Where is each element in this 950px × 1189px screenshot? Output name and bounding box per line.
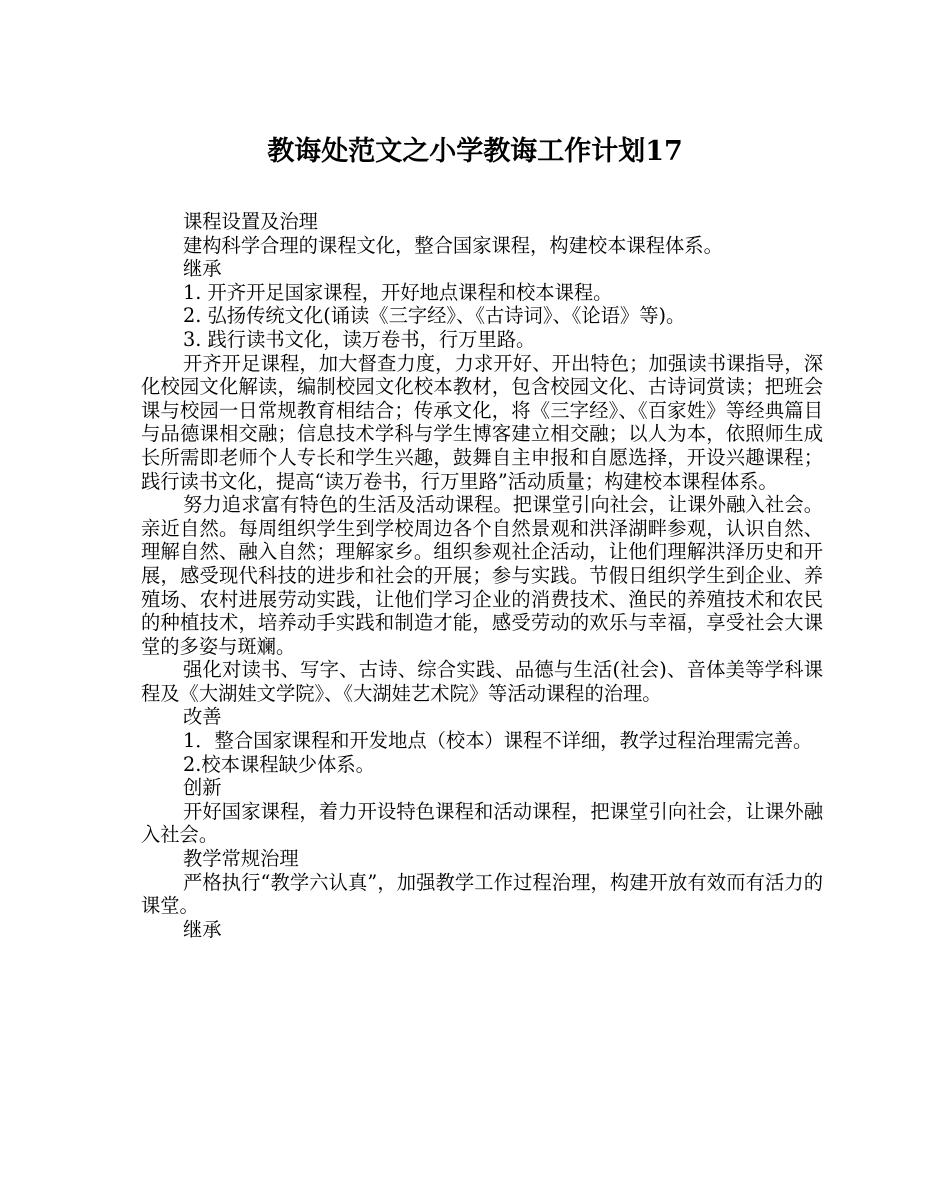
document-body bbox=[141, 210, 823, 941]
heading-innovate: 创新 bbox=[183, 776, 222, 800]
list-item: 1．整合国家课程和开发地点（校本）课程不详细，教学过程治理需完善。 bbox=[183, 729, 813, 753]
paragraph-activity-courses: 努力追求富有特色的生活及活动课程。把课堂引向社会，让课外融入社会。亲近自然。每周组织学生到学校周边各个自然景观和洪泽湖畔参观，认识自然、理解自然、融入自然；理解家乡。组织参观社企活动，让他们理解洪泽历史和开展，感受现代科技的进步和社会的开展；参与实践。节假日组织学生到企业、养殖场、农村进展劳动实践，让他们学习企业的消费技术、渔民的养殖技术和农民的种植技术，培养动手实践和制造才能，感受劳动的欢乐与幸福，享受社会大课堂的多姿与斑斓。 bbox=[141, 493, 823, 658]
list-item: 1. 开齐开足国家课程，开好地点课程和校本课程。 bbox=[183, 280, 613, 304]
paragraph-innovation: 开好国家课程，着力开设特色课程和活动课程，把课堂引向社会，让课外融入社会。 bbox=[141, 799, 823, 847]
heading-course-setup: 课程设置及治理 bbox=[183, 210, 318, 233]
list-item: 2. 弘扬传统文化(诵读《三字经》、《古诗词》、《论语》等)。 bbox=[183, 304, 686, 328]
heading-improve: 改善 bbox=[183, 705, 222, 729]
list-item: 2.校本课程缺少体系。 bbox=[183, 752, 375, 776]
paragraph-course-culture: 建构科学合理的课程文化，整合国家课程，构建校本课程体系。 bbox=[183, 233, 723, 257]
list-item: 3. 践行读书文化，读万卷书，行万里路。 bbox=[183, 327, 536, 351]
paragraph-teaching-routine: 严格执行“教学六认真”，加强教学工作过程治理，构建开放有效而有活力的课堂。 bbox=[141, 870, 823, 918]
heading-inherit-2: 继承 bbox=[183, 917, 222, 941]
heading-teaching-routine: 教学常规治理 bbox=[183, 847, 299, 871]
document-title: 教诲处范文之小学教诲工作计划17 bbox=[267, 136, 683, 167]
paragraph-course-implementation: 开齐开足课程，加大督查力度，力求开好、开出特色；加强读书课指导，深化校园文化解读，编制校园文化校本教材，包含校园文化、古诗词赏读；把班会课与校园一日常规教育相结合；传承文化，将《三字经》、《百家姓》等经典篇目与品德课相交融；信息技术学科与学生博客建立相交融；以人为本，依照师生成长所需即老师个人专长和学生兴趣，鼓舞自主申报和自愿选择，开设兴趣课程；践行读书文化，提高“读万卷书，行万里路”活动质量；构建校本课程体系。 bbox=[141, 351, 823, 493]
heading-inherit: 继承 bbox=[183, 257, 222, 281]
paragraph-course-management: 强化对读书、写字、古诗、综合实践、品德与生活(社会)、音体美等学科课程及《大湖娃文学院》、《大湖娃艺术院》等活动课程的治理。 bbox=[141, 658, 823, 705]
